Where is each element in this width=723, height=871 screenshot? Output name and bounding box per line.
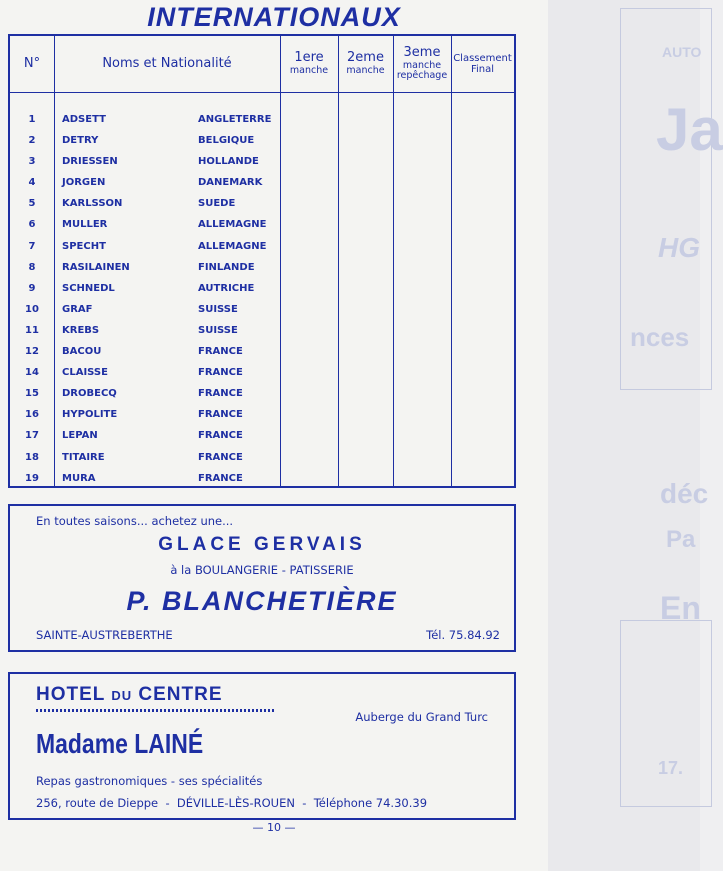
header-divider (10, 92, 514, 93)
ad-town: SAINTE-AUSTREBERTHE (36, 628, 173, 642)
table-row (10, 279, 514, 300)
right-page-text: Ja (656, 96, 723, 163)
row-name: KARLSSON (62, 198, 123, 210)
row-num: 3 (28, 156, 36, 168)
header-final: Classement Final (453, 52, 512, 75)
table-row (10, 321, 514, 342)
row-name: KREBS (62, 324, 100, 336)
header-manche-2: 2eme manche (346, 50, 385, 76)
table-row (10, 448, 514, 469)
hotel-meals: Repas gastronomiques - ses spécialités (36, 774, 263, 788)
row-name: RASILAINEN (62, 261, 130, 273)
right-page-text: HG (658, 232, 700, 263)
row-name: MURA (62, 472, 96, 484)
row-nat: FRANCE (198, 451, 243, 463)
row-nat: FRANCE (198, 346, 243, 358)
header-num: N° (23, 55, 41, 71)
hotel-address: 256, route de Dieppe - DÉVILLE-LÈS-ROUEN - Téléphone 74.30.39 (36, 796, 428, 810)
row-name: GRAF (62, 303, 93, 315)
right-page-text: En (660, 590, 701, 626)
row-name: DETRY (62, 135, 99, 147)
row-name: SPECHT (62, 240, 106, 252)
row-nat: HOLLANDE (198, 156, 259, 168)
page-number: — 10 — (252, 821, 296, 834)
ad-shop: à la BOULANGERIE - PATISSERIE (170, 563, 354, 577)
header-manche-1: 1ere manche (289, 50, 329, 76)
table-row (10, 426, 514, 447)
page-title: INTERNATIONAUX (147, 2, 401, 32)
row-num: 17 (25, 430, 39, 442)
table-row (10, 300, 514, 321)
results-table (8, 34, 516, 488)
row-nat: AUTRICHE (198, 282, 255, 294)
table-row (10, 194, 514, 215)
row-num: 11 (25, 324, 39, 336)
row-name: JORGEN (62, 177, 106, 189)
row-nat: FRANCE (198, 472, 243, 484)
table-row (10, 215, 514, 236)
ad-tagline: En toutes saisons... achetez une... (36, 514, 234, 528)
row-name: TITAIRE (62, 451, 105, 463)
table-row (10, 384, 514, 405)
row-num: 14 (25, 367, 39, 379)
table-row (10, 173, 514, 194)
row-nat: SUISSE (198, 303, 238, 315)
hotel-subtitle: Auberge du Grand Turc (355, 710, 488, 724)
table-row (10, 342, 514, 363)
ad-phone: Tél. 75.84.92 (426, 628, 500, 642)
row-name: LEPAN (62, 430, 98, 442)
ad-product: GLACE GERVAIS (158, 534, 366, 555)
right-page-text: AUTO (662, 44, 702, 60)
table-row (10, 258, 514, 279)
row-num: 5 (28, 198, 36, 210)
row-nat: ALLEMAGNE (198, 240, 267, 252)
header-names: Noms et Nationalité (102, 55, 232, 71)
row-nat: FINLANDE (198, 261, 255, 273)
hotel-name: HOTEL DU CENTRE (36, 684, 223, 705)
row-num: 19 (25, 472, 39, 484)
row-nat: SUISSE (198, 324, 238, 336)
right-page-text: nces (630, 322, 690, 352)
table-row (10, 405, 514, 426)
right-page-text: Pa (666, 526, 696, 553)
row-num: 12 (25, 346, 39, 358)
row-num: 16 (25, 409, 39, 421)
hotel-owner: Madame LAINÉ (36, 728, 204, 759)
table-row (10, 152, 514, 173)
row-name: SCHNEDL (62, 282, 115, 294)
row-num: 10 (25, 303, 39, 315)
row-num: 18 (25, 451, 39, 463)
right-page-text: déc (660, 478, 709, 509)
table-row (10, 363, 514, 384)
row-name: DRIESSEN (62, 156, 118, 168)
row-nat: ANGLETERRE (198, 114, 272, 125)
ad-hotel-du-centre (8, 672, 516, 820)
row-num: 15 (25, 388, 39, 400)
decorative-underline (36, 709, 276, 712)
ad-glace-gervais (8, 504, 516, 652)
row-nat: DANEMARK (198, 177, 263, 189)
row-nat: ALLEMAGNE (198, 219, 267, 231)
table-row (10, 469, 514, 490)
row-num: 1 (28, 114, 36, 125)
right-page (548, 0, 723, 871)
row-nat: FRANCE (198, 430, 243, 442)
row-name: BACOU (62, 346, 102, 358)
row-num: 8 (28, 261, 36, 273)
table-row (10, 237, 514, 258)
row-nat: FRANCE (198, 388, 243, 400)
header-manche-3: 3eme manche repêchage (396, 44, 448, 82)
row-nat: FRANCE (198, 367, 243, 379)
row-name: MULLER (62, 219, 108, 231)
row-nat: FRANCE (198, 409, 243, 421)
row-num: 6 (28, 219, 36, 231)
table-row (10, 131, 514, 152)
table-row (10, 110, 514, 131)
row-name: ADSETT (62, 114, 106, 125)
row-name: CLAISSE (62, 367, 108, 379)
row-num: 2 (28, 135, 36, 147)
table-rows (10, 110, 514, 490)
ad-owner: P. BLANCHETIÈRE (126, 586, 398, 616)
row-num: 9 (28, 282, 36, 294)
right-page-text: 17. (658, 758, 684, 778)
row-num: 4 (28, 177, 36, 189)
row-num: 7 (28, 240, 36, 252)
row-nat: BELGIQUE (198, 135, 255, 147)
row-nat: SUEDE (198, 198, 236, 210)
row-name: HYPOLITE (62, 409, 118, 421)
row-name: DROBECQ (62, 388, 117, 400)
